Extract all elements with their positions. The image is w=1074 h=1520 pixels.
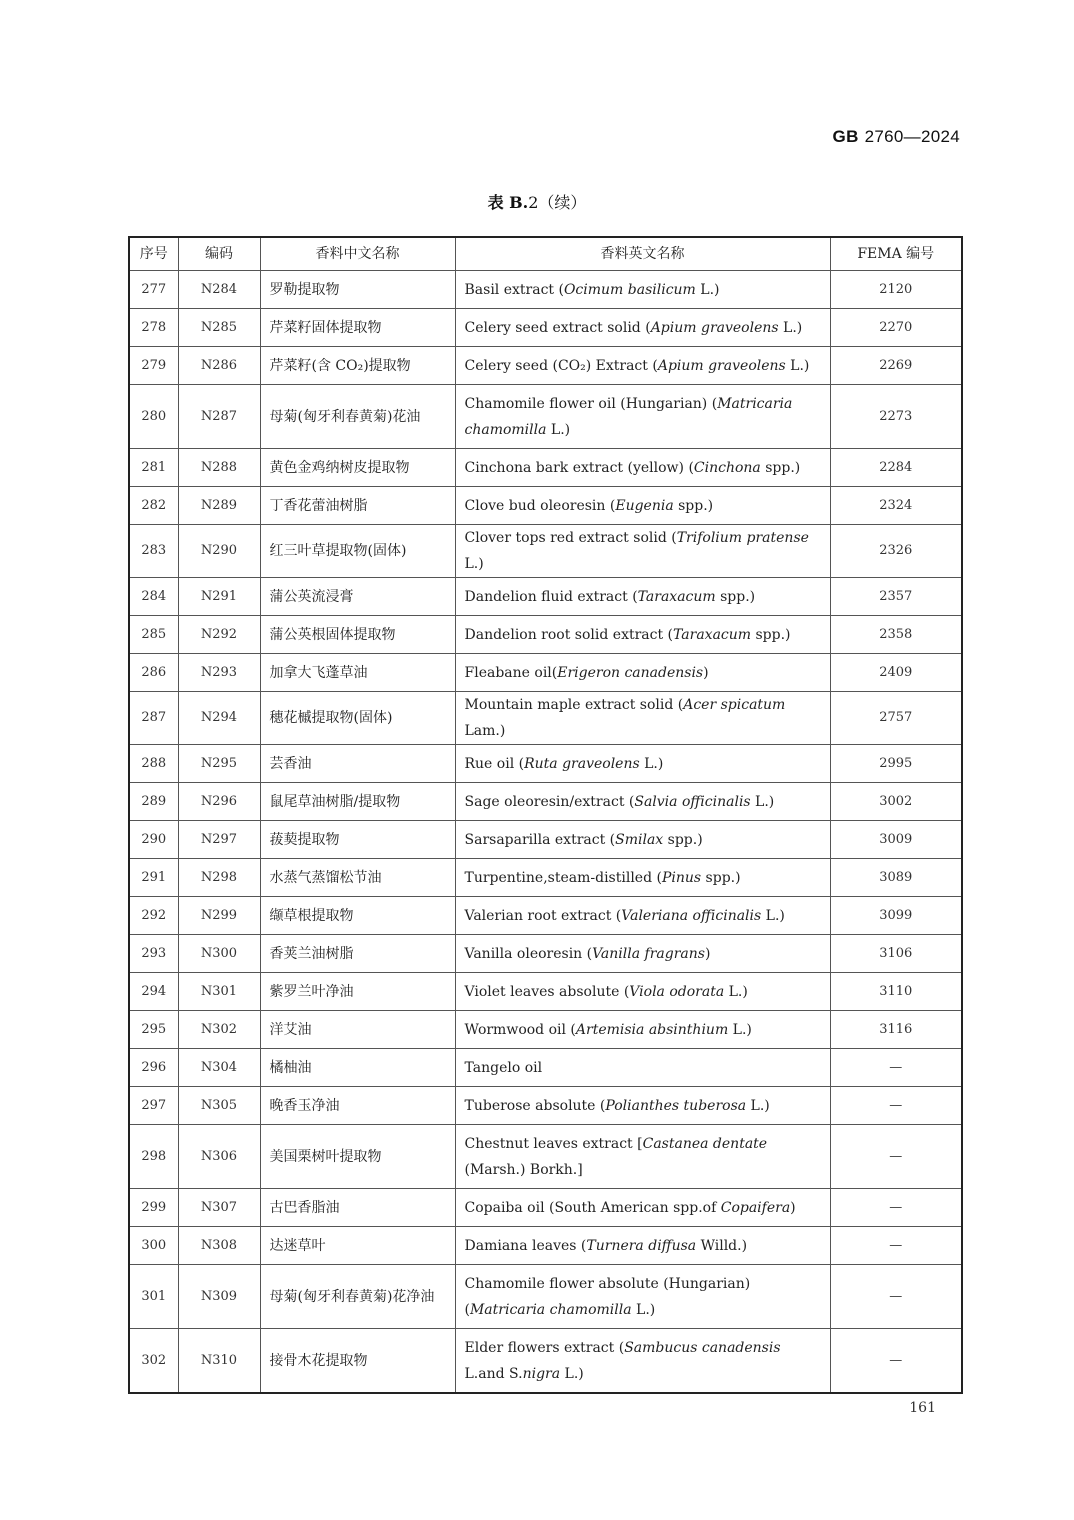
cell-chinese-name: 缬草根提取物 (260, 897, 455, 935)
latin-name: Acer spicatum (683, 697, 786, 713)
cell-code: N301 (178, 973, 260, 1011)
table-row (129, 821, 962, 859)
english-name-text: Tangelo oil (464, 1059, 543, 1076)
cell-english-name (455, 309, 830, 347)
table-row (129, 1265, 962, 1329)
cell-english-name (455, 1227, 830, 1265)
english-name-text: L.) (728, 1021, 752, 1038)
cell-code: N295 (178, 745, 260, 783)
english-name-text: spp.) (701, 869, 741, 886)
cell-fema-number: 2409 (830, 654, 962, 692)
cell-code: N305 (178, 1087, 260, 1125)
cell-code: N294 (178, 692, 260, 745)
cell-chinese-name: 穗花槭提取物(固体) (260, 692, 455, 745)
latin-name: Erigeron canadensis (557, 664, 704, 681)
cell-code: N285 (178, 309, 260, 347)
cell-english-name (455, 654, 830, 692)
english-name-text: Chestnut leaves extract [ (464, 1135, 643, 1152)
cell-serial: 298 (129, 1125, 178, 1189)
cell-chinese-name: 菝葜提取物 (260, 821, 455, 859)
english-name-text: Willd.) (696, 1237, 748, 1254)
english-name-text: Elder flowers extract ( (464, 1339, 625, 1356)
column-header-serial: 序号 (129, 237, 178, 271)
cell-chinese-name: 母菊(匈牙利春黄菊)花油 (260, 385, 455, 449)
cell-code: N290 (178, 525, 260, 578)
latin-name: Turnera diffusa (586, 1237, 697, 1254)
page-number: 161 (909, 1400, 936, 1416)
table-row (129, 692, 962, 745)
cell-english-name (455, 449, 830, 487)
cell-serial: 285 (129, 616, 178, 654)
cell-chinese-name: 达迷草叶 (260, 1227, 455, 1265)
table-caption (0, 190, 1074, 213)
cell-chinese-name: 接骨木花提取物 (260, 1329, 455, 1394)
cell-english-name (455, 1011, 830, 1049)
latin-name: Apium graveolens (657, 357, 786, 374)
cell-chinese-name: 红三叶草提取物(固体) (260, 525, 455, 578)
english-name-text: Copaiba oil (South American spp.of (464, 1199, 721, 1216)
cell-serial: 282 (129, 487, 178, 525)
column-header-english-name: 香料英文名称 (455, 237, 830, 271)
cell-chinese-name: 黄色金鸡纳树皮提取物 (260, 449, 455, 487)
english-name-text: L.) (560, 1365, 584, 1382)
standard-prefix: GB (832, 127, 859, 146)
table-header-row (129, 237, 962, 271)
english-name-text: L.) (746, 1097, 770, 1114)
table-row (129, 973, 962, 1011)
column-header-chinese-name: 香料中文名称 (260, 237, 455, 271)
latin-name: Viola odorata (629, 983, 725, 1000)
cell-fema-number: 2269 (830, 347, 962, 385)
cell-fema-number: 3009 (830, 821, 962, 859)
cell-code: N299 (178, 897, 260, 935)
cell-code: N286 (178, 347, 260, 385)
english-name-text: spp.) (760, 459, 801, 476)
english-name-text: Fleabane oil( (464, 664, 558, 681)
english-name-text: spp.) (673, 497, 714, 514)
cell-fema-number: 3002 (830, 783, 962, 821)
cell-serial: 302 (129, 1329, 178, 1394)
cell-chinese-name: 鼠尾草油树脂/提取物 (260, 783, 455, 821)
english-name-text: Lam.) (464, 723, 506, 739)
cell-code: N287 (178, 385, 260, 449)
table-row (129, 1087, 962, 1125)
cell-english-name (455, 1329, 830, 1394)
english-name-text: Valerian root extract ( (464, 907, 622, 924)
cell-code: N296 (178, 783, 260, 821)
cell-english-name (455, 271, 830, 309)
latin-name: Valeriana officinalis (621, 907, 762, 924)
cell-fema-number: 2326 (830, 525, 962, 578)
latin-name: Sambucus canadensis (624, 1339, 781, 1356)
cell-fema-number: 2284 (830, 449, 962, 487)
english-name-text: Wormwood oil ( (464, 1021, 576, 1038)
cell-serial: 288 (129, 745, 178, 783)
table-row (129, 616, 962, 654)
cell-fema-number: 2757 (830, 692, 962, 745)
english-name-text: Violet leaves absolute ( (464, 983, 630, 1000)
english-name-text: Basil extract ( (464, 281, 564, 298)
cell-english-name (455, 347, 830, 385)
latin-name: Salvia officinalis (634, 793, 751, 810)
english-name-text: spp.) (663, 831, 703, 848)
english-name-text: Clover tops red extract solid ( (464, 530, 677, 546)
standard-code: 2760—2024 (864, 127, 960, 146)
english-name-text: Vanilla oleoresin ( (464, 945, 593, 962)
english-name-text: L.) (785, 357, 810, 374)
table-row (129, 654, 962, 692)
cell-code: N297 (178, 821, 260, 859)
cell-fema-number: 3099 (830, 897, 962, 935)
flavor-table (128, 236, 963, 1394)
cell-code: N288 (178, 449, 260, 487)
cell-serial: 281 (129, 449, 178, 487)
cell-english-name (455, 1265, 830, 1329)
cell-chinese-name: 芹菜籽(含 CO₂)提取物 (260, 347, 455, 385)
table-label: 表 B. (487, 193, 529, 212)
cell-chinese-name: 橘柚油 (260, 1049, 455, 1087)
cell-code: N298 (178, 859, 260, 897)
table-row (129, 1329, 962, 1394)
english-name-text: L.) (695, 281, 720, 298)
english-name-text: L.) (639, 755, 664, 772)
table-row (129, 1125, 962, 1189)
cell-english-name (455, 745, 830, 783)
standard-number (780, 127, 960, 147)
cell-chinese-name: 蒲公英流浸膏 (260, 578, 455, 616)
english-name-text: Damiana leaves ( (464, 1237, 587, 1254)
cell-chinese-name: 水蒸气蒸馏松节油 (260, 859, 455, 897)
cell-serial: 300 (129, 1227, 178, 1265)
table-row (129, 897, 962, 935)
cell-serial: 294 (129, 973, 178, 1011)
table-row (129, 487, 962, 525)
cell-chinese-name: 紫罗兰叶净油 (260, 973, 455, 1011)
cell-serial: 296 (129, 1049, 178, 1087)
english-name-text: ) (790, 1199, 796, 1216)
cell-chinese-name: 美国栗树叶提取物 (260, 1125, 455, 1189)
latin-name: Taraxacum (637, 588, 716, 605)
table-row (129, 309, 962, 347)
cell-chinese-name: 母菊(匈牙利春黄菊)花净油 (260, 1265, 455, 1329)
cell-serial: 292 (129, 897, 178, 935)
english-name-text: L.and S. (464, 1365, 523, 1382)
table-row (129, 859, 962, 897)
latin-name: Artemisia absinthium (575, 1021, 729, 1038)
table-row (129, 935, 962, 973)
cell-chinese-name: 古巴香脂油 (260, 1189, 455, 1227)
latin-name: Pinus (661, 869, 702, 886)
table-row (129, 1227, 962, 1265)
cell-english-name (455, 859, 830, 897)
cell-english-name (455, 487, 830, 525)
english-name-text: Celery seed extract solid ( (464, 319, 651, 336)
latin-name: nigra (522, 1365, 561, 1382)
cell-english-name (455, 935, 830, 973)
cell-fema-number: 2357 (830, 578, 962, 616)
latin-name: Matricaria chamomilla (464, 395, 793, 438)
english-name-text: Celery seed (CO₂) Extract ( (464, 357, 658, 374)
cell-chinese-name: 芸香油 (260, 745, 455, 783)
cell-english-name (455, 578, 830, 616)
latin-name: Copaifera (720, 1199, 791, 1216)
cell-english-name (455, 1125, 830, 1189)
cell-chinese-name: 蒲公英根固体提取物 (260, 616, 455, 654)
cell-serial: 283 (129, 525, 178, 578)
cell-code: N293 (178, 654, 260, 692)
table-row (129, 347, 962, 385)
cell-english-name (455, 897, 830, 935)
english-name-text: L.) (750, 793, 775, 810)
cell-fema-number: 2358 (830, 616, 962, 654)
cell-serial: 278 (129, 309, 178, 347)
cell-code: N308 (178, 1227, 260, 1265)
cell-fema-number: 2324 (830, 487, 962, 525)
latin-name: Cinchona (693, 459, 761, 476)
cell-code: N300 (178, 935, 260, 973)
cell-english-name (455, 692, 830, 745)
english-name-text: spp.) (751, 626, 791, 643)
cell-code: N292 (178, 616, 260, 654)
english-name-text: Sarsaparilla extract ( (464, 831, 616, 848)
english-name-text: ) (704, 945, 711, 962)
cell-english-name (455, 385, 830, 449)
english-name-text: L.) (464, 556, 484, 572)
table-row (129, 449, 962, 487)
english-name-text: L.) (778, 319, 803, 336)
latin-name: Trifolium pratense (676, 530, 809, 546)
table-row (129, 1049, 962, 1087)
cell-fema-number: — (830, 1329, 962, 1394)
english-name-text: L.) (761, 907, 785, 924)
table-number: 2 (528, 193, 539, 212)
english-name-text: (Marsh.) Borkh.] (464, 1161, 583, 1178)
english-name-text: L.) (724, 983, 748, 1000)
latin-name: Smilax (615, 831, 664, 848)
cell-fema-number: 3089 (830, 859, 962, 897)
cell-code: N307 (178, 1189, 260, 1227)
latin-name: Castanea dentate (642, 1135, 768, 1152)
cell-chinese-name: 加拿大飞蓬草油 (260, 654, 455, 692)
cell-serial: 287 (129, 692, 178, 745)
english-name-text: Mountain maple extract solid ( (464, 697, 684, 713)
cell-chinese-name: 丁香花蕾油树脂 (260, 487, 455, 525)
cell-english-name (455, 821, 830, 859)
cell-serial: 290 (129, 821, 178, 859)
cell-code: N310 (178, 1329, 260, 1394)
cell-fema-number: — (830, 1087, 962, 1125)
table-row (129, 745, 962, 783)
cell-fema-number: 2120 (830, 271, 962, 309)
english-name-text: Clove bud oleoresin ( (464, 497, 616, 514)
cell-english-name (455, 1049, 830, 1087)
cell-serial: 295 (129, 1011, 178, 1049)
table-row (129, 578, 962, 616)
cell-serial: 297 (129, 1087, 178, 1125)
english-name-text: Cinchona bark extract (yellow) ( (464, 459, 694, 476)
cell-serial: 277 (129, 271, 178, 309)
cell-english-name (455, 1087, 830, 1125)
latin-name: Eugenia (615, 497, 674, 514)
cell-english-name (455, 525, 830, 578)
cell-code: N304 (178, 1049, 260, 1087)
cell-fema-number: — (830, 1227, 962, 1265)
table-row (129, 525, 962, 578)
cell-fema-number: 2995 (830, 745, 962, 783)
cell-fema-number: — (830, 1189, 962, 1227)
cell-serial: 291 (129, 859, 178, 897)
cell-code: N302 (178, 1011, 260, 1049)
cell-fema-number: — (830, 1265, 962, 1329)
latin-name: Vanilla fragrans (592, 945, 705, 962)
cell-fema-number: — (830, 1125, 962, 1189)
cell-serial: 280 (129, 385, 178, 449)
cell-fema-number: 3116 (830, 1011, 962, 1049)
english-name-text: Dandelion root solid extract ( (464, 626, 674, 643)
table-row (129, 783, 962, 821)
cell-english-name (455, 1189, 830, 1227)
table-row (129, 1011, 962, 1049)
cell-fema-number: 3110 (830, 973, 962, 1011)
cell-chinese-name: 洋艾油 (260, 1011, 455, 1049)
latin-name: Ruta graveolens (524, 755, 640, 772)
english-name-text: Turpentine,steam-distilled ( (464, 869, 662, 886)
cell-english-name (455, 616, 830, 654)
cell-fema-number: — (830, 1049, 962, 1087)
table-row (129, 271, 962, 309)
cell-code: N289 (178, 487, 260, 525)
english-name-text: Chamomile flower oil (Hungarian) ( (464, 395, 718, 412)
cell-english-name (455, 783, 830, 821)
table-body (129, 271, 962, 1394)
cell-serial: 279 (129, 347, 178, 385)
english-name-text: Dandelion fluid extract ( (464, 588, 638, 605)
cell-serial: 299 (129, 1189, 178, 1227)
english-name-text: Tuberose absolute ( (464, 1097, 606, 1114)
cell-chinese-name: 香荚兰油树脂 (260, 935, 455, 973)
cell-serial: 284 (129, 578, 178, 616)
continued-mark: （续） (538, 193, 587, 212)
english-name-text: ) (703, 664, 709, 681)
column-header-fema: FEMA 编号 (830, 237, 962, 271)
cell-chinese-name: 芹菜籽固体提取物 (260, 309, 455, 347)
cell-serial: 301 (129, 1265, 178, 1329)
english-name-text: Chamomile flower absolute (Hungarian) ( (464, 1275, 751, 1318)
english-name-text: spp.) (715, 588, 756, 605)
latin-name: Matricaria chamomilla (469, 1301, 632, 1318)
cell-code: N309 (178, 1265, 260, 1329)
english-name-text: Rue oil ( (464, 755, 525, 772)
cell-fema-number: 2270 (830, 309, 962, 347)
latin-name: Ocimum basilicum (563, 281, 696, 298)
english-name-text: L.) (631, 1301, 656, 1318)
cell-fema-number: 3106 (830, 935, 962, 973)
latin-name: Polianthes tuberosa (605, 1097, 747, 1114)
column-header-code: 编码 (178, 237, 260, 271)
cell-serial: 293 (129, 935, 178, 973)
cell-code: N291 (178, 578, 260, 616)
cell-code: N306 (178, 1125, 260, 1189)
table-row (129, 385, 962, 449)
cell-serial: 286 (129, 654, 178, 692)
latin-name: Taraxacum (673, 626, 752, 643)
table-row (129, 1189, 962, 1227)
latin-name: Apium graveolens (650, 319, 779, 336)
cell-serial: 289 (129, 783, 178, 821)
english-name-text: L.) (546, 421, 571, 438)
english-name-text: Sage oleoresin/extract ( (464, 793, 635, 810)
cell-english-name (455, 973, 830, 1011)
cell-chinese-name: 晚香玉净油 (260, 1087, 455, 1125)
cell-code: N284 (178, 271, 260, 309)
cell-chinese-name: 罗勒提取物 (260, 271, 455, 309)
cell-fema-number: 2273 (830, 385, 962, 449)
